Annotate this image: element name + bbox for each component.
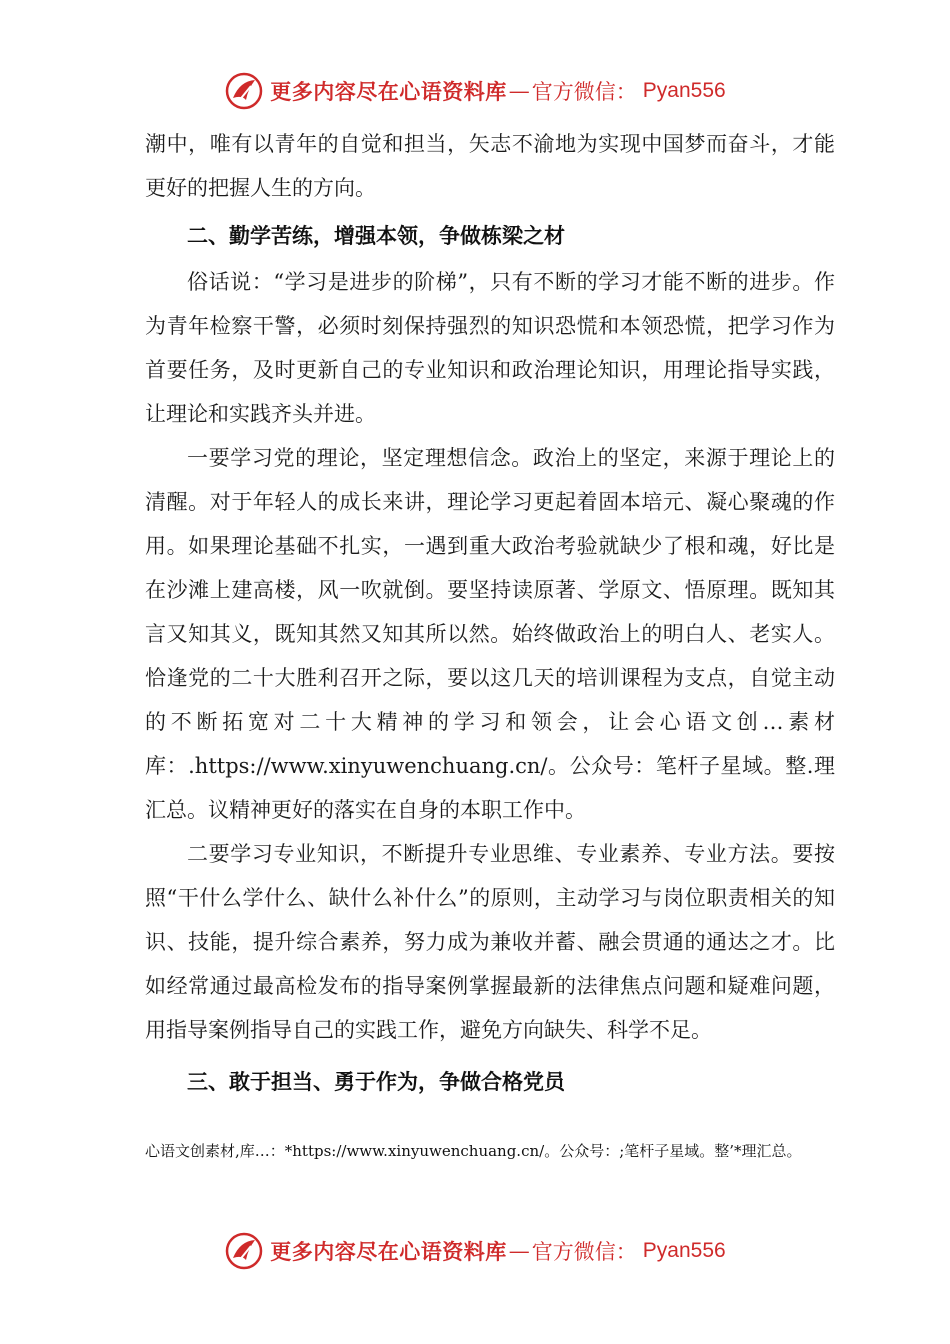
section-heading-3: 三、敢于担当、勇于作为，争做合格党员 — [187, 1070, 565, 1094]
paragraph-professional: 二要学习专业知识，不断提升专业思维、专业素养、专业方法。要按照“干什么学什么、缺什么补什么”的原则，主动学习与岗位职责相关的知识、技能，提升综合素养，努力成为兼收并蓄、融会贯通的通达之才。比如经常通过最高检发布的指导案例掌握最新的法律焦点问题和疑难问题，用指导案例指导自己的实践工作，避免方向缺失、科学不足。 — [145, 842, 835, 1042]
separator: — — [508, 1239, 530, 1263]
section-heading-2: 二、勤学苦练，增强本领，争做栋梁之材 — [187, 224, 565, 248]
seal-brush-logo-icon — [224, 71, 264, 111]
paragraph-study: 俗话说：“学习是进步的阶梯”，只有不断的学习才能不断的进步。作为青年检察干警，必须时刻保持强烈的知识恐慌和本领恐慌，把学习作为首要任务，及时更新自己的专业知识和政治理论知识，用理论指导实践，让理论和实践齐头并进。 — [145, 270, 835, 426]
wechat-id: Pyan556 — [642, 1239, 726, 1262]
site-text: 更多内容尽在心语资料库 — [270, 80, 507, 104]
wechat-id: Pyan556 — [642, 79, 726, 102]
document-body — [145, 122, 835, 1106]
footer-banner — [0, 1226, 950, 1276]
separator: — — [508, 79, 530, 103]
paragraph-theory: 一要学习党的理论，坚定理想信念。政治上的坚定，来源于理论上的清醒。对于年轻人的成长来讲，理论学习更起着固本培元、凝心聚魂的作用。如果理论基础不扎实，一遇到重大政治考验就缺少了根和魂，好比是在沙滩上建高楼，风一吹就倒。要坚持读原著、学原文、悟原理。既知其言又知其义，既知其然又知其所以然。始终做政治上的明白人、老实人。恰逢党的二十大胜利召开之际，要以这几天的培训课程为支点，自觉主动的不断拓宽对二十大精神的学习和领会，让会心语文创…素材库：.https://www.xinyuwenchuang.cn/。公众号：笔杆子星域。整.理汇总。议精神更好的落实在自身的本职工作中。 — [145, 446, 835, 822]
paragraph-continued: 潮中，唯有以青年的自觉和担当，矢志不渝地为实现中国梦而奋斗，才能更好的把握人生的方向。 — [145, 132, 835, 200]
header-banner — [0, 66, 950, 116]
footnote: 心语文创素材,库…：*https://www.xinyuwenchuang.cn/。公众号：;笔杆子星域。整’*理汇总。 — [145, 1142, 802, 1160]
wechat-label: 官方微信： — [531, 80, 637, 104]
seal-brush-logo-icon — [224, 1231, 264, 1271]
site-text: 更多内容尽在心语资料库 — [270, 1240, 507, 1264]
wechat-label: 官方微信： — [531, 1240, 637, 1264]
